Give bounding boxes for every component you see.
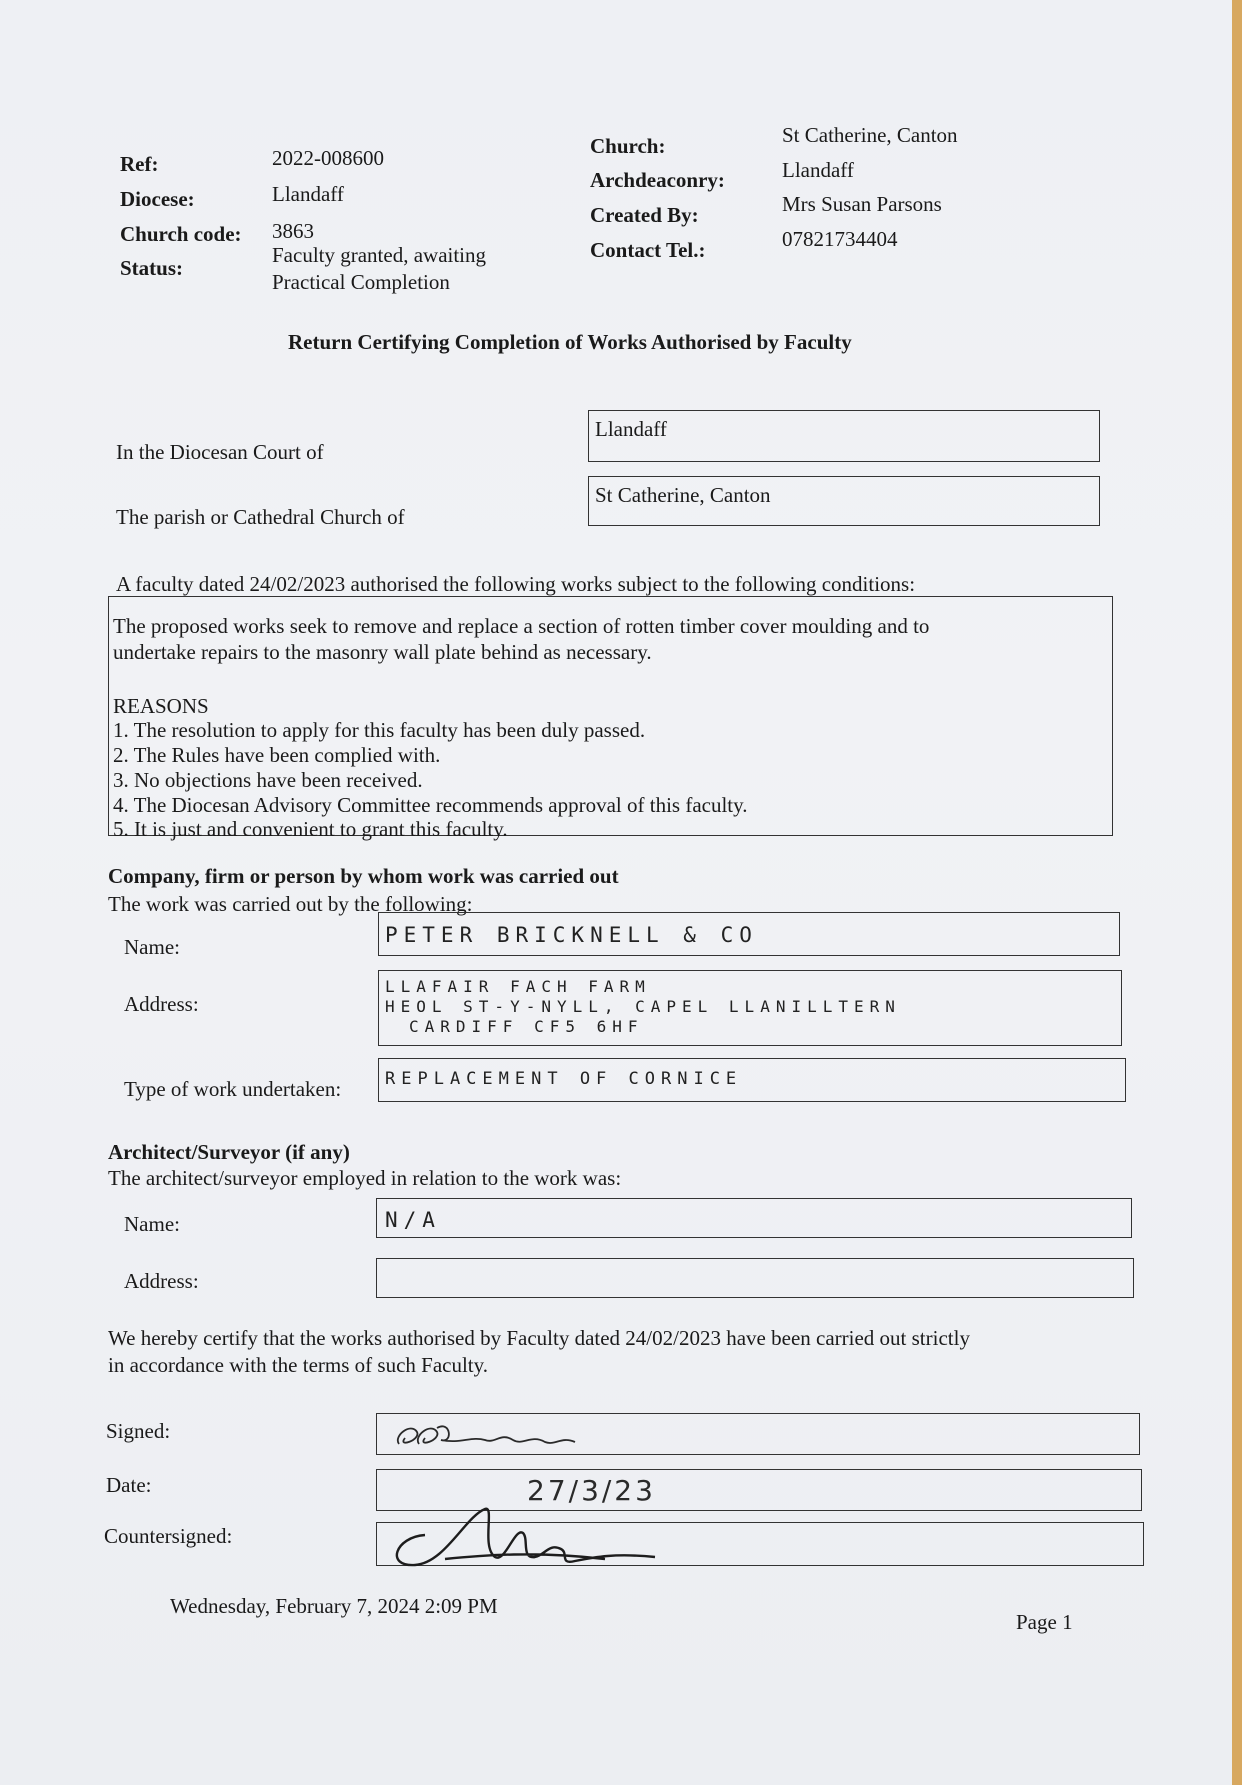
date-label: Date: [106, 1473, 152, 1497]
page-title: Return Certifying Completion of Works Authorised by Faculty [288, 330, 852, 354]
diocesan-court-label: In the Diocesan Court of [116, 440, 324, 464]
countersigned-field [376, 1522, 1144, 1566]
church-label: Church: [590, 134, 666, 158]
architect-heading: Architect/Surveyor (if any) [108, 1140, 350, 1164]
architect-address-field [376, 1258, 1134, 1298]
company-address-line-3: CARDIFF CF5 6HF [409, 1017, 644, 1036]
reason-2: 2. The Rules have been complied with. [113, 743, 441, 767]
status-value-line1: Faculty granted, awaiting [272, 243, 487, 267]
signed-field [376, 1413, 1140, 1455]
reason-4: 4. The Diocesan Advisory Committee recommends approval of this faculty. [113, 793, 748, 817]
archdeaconry-label: Archdeaconry: [590, 168, 725, 192]
countersignature [385, 1487, 685, 1567]
company-address-line-2: HEOL ST-Y-NYLL, CAPEL LLANILLTERN [385, 997, 901, 1016]
architect-address-label: Address: [124, 1269, 199, 1293]
work-type-value: REPLACEMENT OF CORNICE [385, 1069, 743, 1089]
company-heading: Company, firm or person by whom work was carried out [108, 864, 619, 888]
reason-3: 3. No objections have been received. [113, 768, 423, 792]
parish-label: The parish or Cathedral Church of [116, 505, 405, 529]
architect-name-field [376, 1198, 1132, 1238]
reasons-heading: REASONS [113, 694, 209, 718]
company-name-label: Name: [124, 935, 180, 959]
work-type-label: Type of work undertaken: [124, 1077, 342, 1101]
footer-timestamp: Wednesday, February 7, 2024 2:09 PM [170, 1594, 498, 1618]
church-code-value: 3863 [272, 219, 314, 243]
architect-name-label: Name: [124, 1212, 180, 1236]
status-value-line2: Practical Completion [272, 270, 450, 294]
status-label: Status: [120, 256, 184, 280]
conditions-box [108, 596, 1113, 841]
diocesan-court-value: Llandaff [595, 417, 667, 441]
works-line-2: undertake repairs to the masonry wall plate behind as necessary. [113, 640, 652, 664]
archdeaconry-value: Llandaff [782, 158, 854, 182]
created-by-label: Created By: [590, 203, 699, 227]
diocese-label: Diocese: [120, 187, 195, 211]
company-name-field [378, 912, 1120, 956]
contact-value: 07821734404 [782, 227, 898, 251]
architect-subheading: The architect/surveyor employed in relation to the work was: [108, 1166, 622, 1190]
reason-1: 1. The resolution to apply for this faculty has been duly passed. [113, 718, 646, 742]
signed-signature [391, 1414, 631, 1456]
certification-line-1: We hereby certify that the works authorised by Faculty dated 24/02/2023 have been carried out strictly [108, 1326, 970, 1350]
company-address-field [378, 970, 1122, 1046]
company-name-value: PETER BRICKNELL & CO [385, 923, 758, 947]
diocesan-court-field [588, 410, 1100, 462]
parish-value: St Catherine, Canton [595, 483, 771, 507]
work-type-field [378, 1058, 1126, 1102]
church-code-label: Church code: [120, 222, 242, 246]
reason-5: 5. It is just and convenient to grant this faculty. [113, 817, 508, 841]
architect-name-value: N/A [385, 1208, 441, 1232]
ref-label: Ref: [120, 152, 159, 176]
faculty-intro: A faculty dated 24/02/2023 authorised the following works subject to the following conditions: [116, 572, 916, 596]
company-address-label: Address: [124, 992, 199, 1016]
parish-field [588, 476, 1100, 526]
date-value: 27/3/23 [527, 1474, 656, 1507]
works-line-1: The proposed works seek to remove and replace a section of rotten timber cover moulding and to [113, 614, 930, 638]
certification-line-2: in accordance with the terms of such Faculty. [108, 1353, 489, 1377]
church-value: St Catherine, Canton [782, 123, 958, 147]
created-by-value: Mrs Susan Parsons [782, 192, 942, 216]
ref-value: 2022-008600 [272, 146, 384, 170]
signed-label: Signed: [106, 1419, 171, 1443]
company-address-line-1: LLAFAIR FACH FARM [385, 977, 651, 996]
contact-label: Contact Tel.: [590, 238, 706, 262]
company-subheading: The work was carried out by the following: [108, 892, 473, 916]
countersigned-label: Countersigned: [104, 1524, 233, 1548]
page-edge [1232, 0, 1242, 1785]
diocese-value: Llandaff [272, 182, 344, 206]
page-number: Page 1 [1016, 1610, 1073, 1634]
